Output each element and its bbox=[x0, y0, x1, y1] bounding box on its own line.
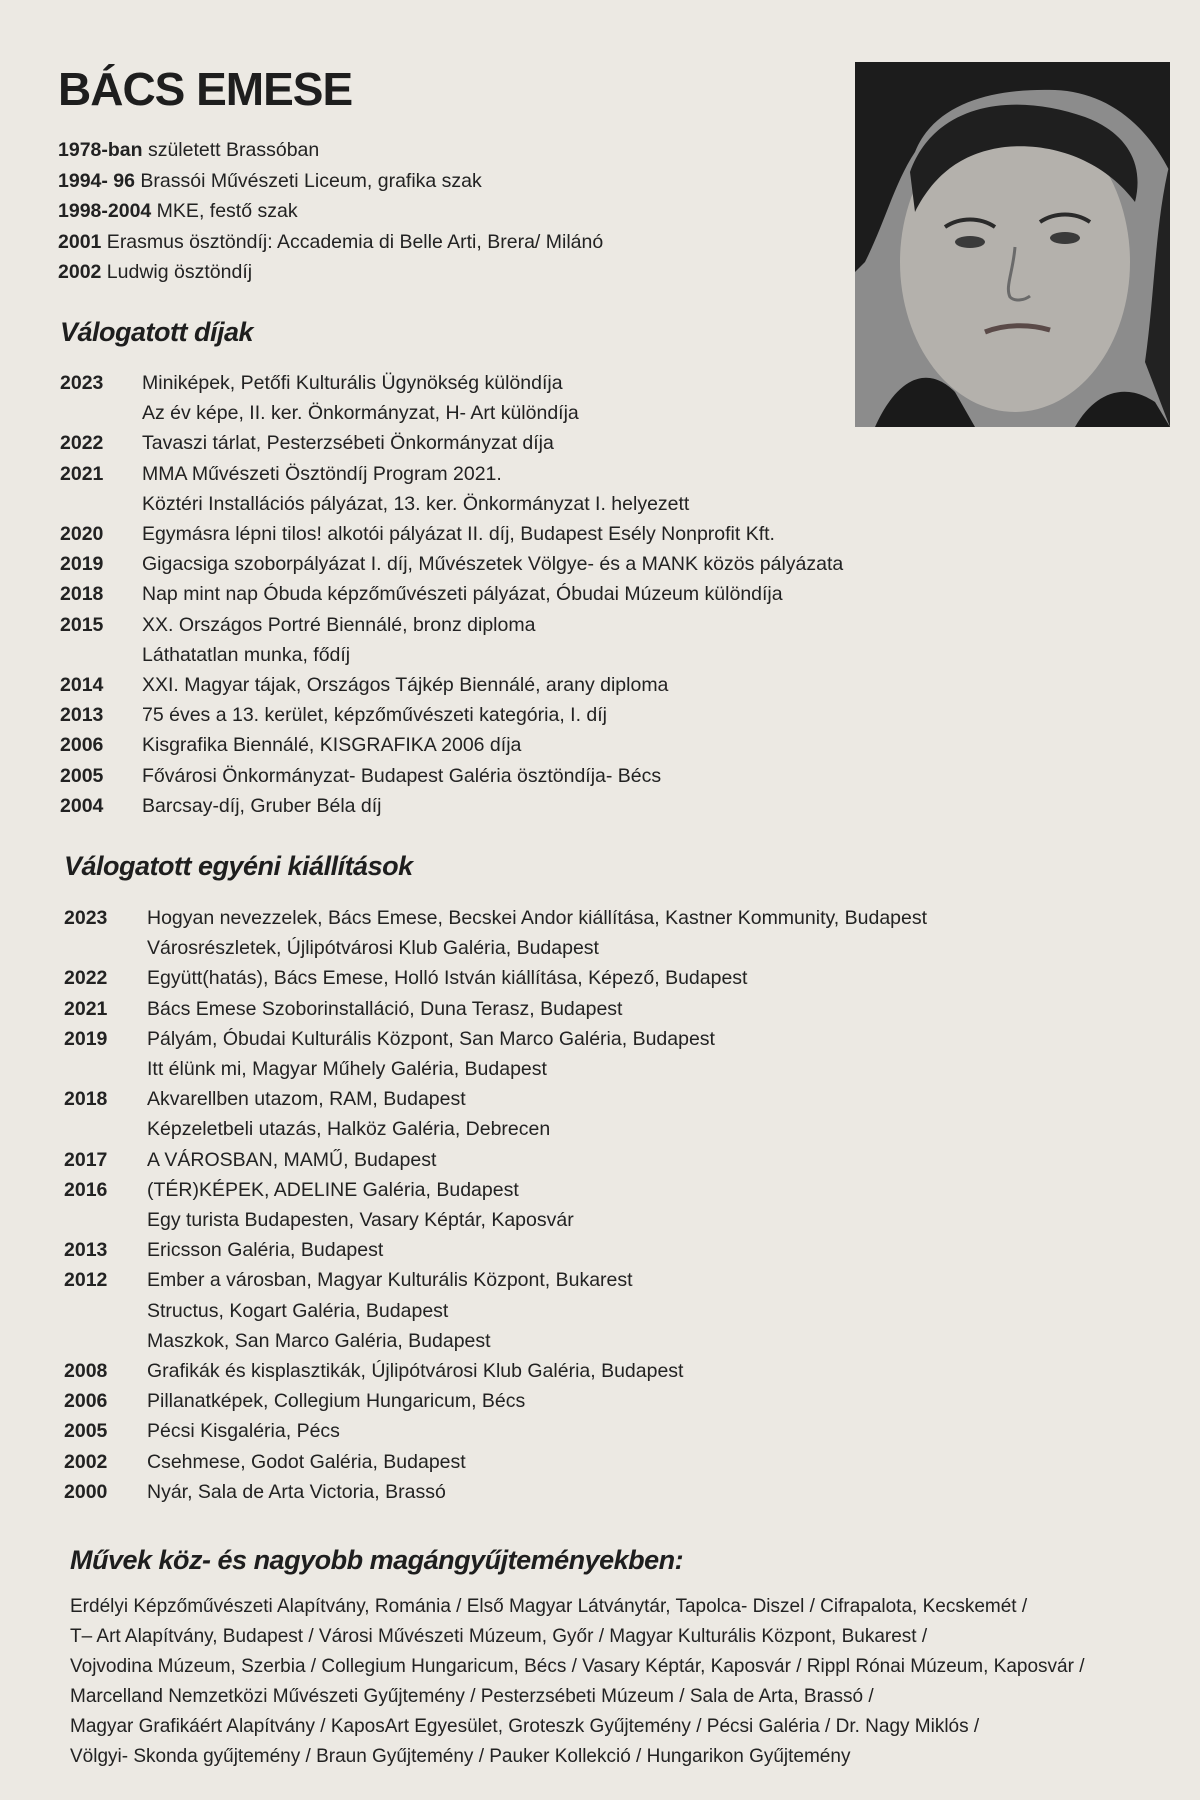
award-item bbox=[60, 398, 843, 428]
exhibition-year: 2019 bbox=[64, 1027, 108, 1050]
collections-heading: Művek köz- és nagyobb magángyűjteményekben: bbox=[70, 1545, 684, 1575]
exhibition-year bbox=[64, 1054, 147, 1084]
award-item bbox=[60, 761, 843, 791]
award-year: 2013 bbox=[60, 704, 104, 727]
exhibition-item bbox=[64, 963, 927, 993]
award-item bbox=[60, 579, 843, 609]
award-text: Nap mint nap Óbuda képzőművészeti pályázat, Óbudai Múzeum különdíja bbox=[142, 583, 783, 606]
award-item bbox=[60, 549, 843, 579]
bio-line bbox=[58, 257, 818, 288]
exhibition-year: 2016 bbox=[64, 1178, 108, 1201]
award-year: 2023 bbox=[60, 372, 104, 394]
exhibition-item bbox=[64, 1477, 927, 1507]
exhibition-text: A VÁROSBAN, MAMŰ, Budapest bbox=[147, 1148, 437, 1171]
collections-line: Völgyi- Skonda gyűjtemény / Braun Gyűjtemény / Pauker Kollekció / Hungarikon Gyűjtemény bbox=[70, 1746, 851, 1767]
exhibition-text: Hogyan nevezzelek, Bács Emese, Becskei Andor kiállítása, Kastner Kommunity, Budapest bbox=[147, 907, 928, 929]
award-year: 2018 bbox=[60, 583, 104, 606]
award-text: Miniképek, Petőfi Kulturális Ügynökség különdíja bbox=[142, 372, 563, 394]
award-item bbox=[60, 670, 843, 700]
exhibition-text: Nyár, Sala de Arta Victoria, Brassó bbox=[147, 1480, 446, 1503]
exhibition-year: 2022 bbox=[64, 967, 108, 990]
exhibition-item bbox=[64, 1145, 927, 1175]
bio-line bbox=[58, 166, 818, 197]
collections-line: Magyar Grafikáért Alapítvány / KaposArt Egyesület, Groteszk Gyűjtemény / Pécsi Galéria / Dr. Nagy Miklós / bbox=[70, 1716, 980, 1737]
exhibitions-list bbox=[64, 903, 927, 1507]
award-text: 75 éves a 13. kerület, képzőművészeti kategória, I. díj bbox=[142, 704, 608, 727]
exhibition-text: Bács Emese Szoborinstalláció, Duna Terasz, Budapest bbox=[147, 997, 623, 1020]
exhibition-year: 2000 bbox=[64, 1480, 108, 1503]
award-text: Gigacsiga szoborpályázat I. díj, Művészetek Völgye- és a MANK közös pályázata bbox=[142, 553, 844, 576]
award-item bbox=[60, 791, 843, 821]
bio-text: Erasmus ösztöndíj: Accademia di Belle Arti, Brera/ Milánó bbox=[101, 230, 604, 253]
exhibition-item bbox=[64, 1084, 927, 1114]
award-text: XXI. Magyar tájak, Országos Tájkép Biennálé, arany diploma bbox=[142, 674, 669, 697]
exhibition-year: 2018 bbox=[64, 1088, 108, 1111]
exhibition-item bbox=[64, 1235, 927, 1265]
award-item bbox=[60, 730, 843, 760]
award-year: 2006 bbox=[60, 734, 104, 757]
award-text: Fővárosi Önkormányzat- Budapest Galéria ösztöndíja- Bécs bbox=[142, 764, 662, 787]
award-year: 2014 bbox=[60, 674, 104, 697]
collections-list bbox=[70, 1592, 1170, 1772]
award-year: 2004 bbox=[60, 794, 104, 817]
collections-line: Erdélyi Képzőművészeti Alapítvány, Románia / Első Magyar Látványtár, Tapolca- Diszel / Cifrapalota, Kecskemét / bbox=[70, 1596, 1028, 1617]
bio-year: 2002 bbox=[58, 261, 102, 283]
bio-line bbox=[58, 196, 818, 227]
award-year bbox=[60, 398, 142, 428]
award-text: Az év képe, II. ker. Önkormányzat, H- Art különdíja bbox=[142, 402, 579, 425]
award-text: Köztéri Installációs pályázat, 13. ker. Önkormányzat I. helyezett bbox=[142, 492, 690, 515]
exhibition-text: Képzeletbeli utazás, Halköz Galéria, Debrecen bbox=[147, 1118, 551, 1141]
collections-line: T– Art Alapítvány, Budapest / Városi Művészeti Múzeum, Győr / Magyar Kulturális Központ, Bukarest / bbox=[70, 1626, 928, 1647]
exhibition-item bbox=[64, 1114, 927, 1144]
bio-text: Ludwig ösztöndíj bbox=[101, 261, 253, 283]
bio-year: 1998-2004 bbox=[58, 200, 152, 222]
bio-text: MKE, festő szak bbox=[151, 200, 298, 222]
portrait-photo bbox=[855, 62, 1170, 427]
exhibition-year: 2012 bbox=[64, 1269, 108, 1292]
exhibition-item bbox=[64, 1416, 927, 1446]
portrait-drawing bbox=[855, 62, 1170, 427]
collections-line: Marcelland Nemzetközi Művészeti Gyűjtemény / Pesterzsébeti Múzeum / Sala de Arta, Brassó / bbox=[70, 1686, 874, 1707]
award-year: 2022 bbox=[60, 432, 104, 455]
award-year bbox=[60, 489, 142, 519]
exhibition-item bbox=[64, 1205, 927, 1235]
exhibition-text: Városrészletek, Újlipótvárosi Klub Galéria, Budapest bbox=[147, 937, 599, 960]
exhibition-year: 2021 bbox=[64, 997, 108, 1020]
exhibition-year: 2006 bbox=[64, 1390, 108, 1413]
exhibition-text: Structus, Kogart Galéria, Budapest bbox=[147, 1299, 449, 1322]
exhibition-year: 2017 bbox=[64, 1148, 108, 1171]
exhibition-year bbox=[64, 1114, 147, 1144]
award-item bbox=[60, 640, 843, 670]
exhibition-item bbox=[64, 1175, 927, 1205]
exhibition-text: Egy turista Budapesten, Vasary Képtár, Kaposvár bbox=[147, 1209, 574, 1232]
bio-section bbox=[58, 135, 818, 288]
exhibition-text: Együtt(hatás), Bács Emese, Holló István kiállítása, Képező, Budapest bbox=[147, 967, 748, 990]
award-year: 2020 bbox=[60, 523, 104, 546]
award-year bbox=[60, 640, 142, 670]
exhibitions-heading: Válogatott egyéni kiállítások bbox=[64, 851, 413, 881]
award-item bbox=[60, 610, 843, 640]
exhibition-text: (TÉR)KÉPEK, ADELINE Galéria, Budapest bbox=[147, 1178, 519, 1201]
bio-text: született Brassóban bbox=[142, 139, 320, 161]
exhibition-year: 2002 bbox=[64, 1450, 108, 1473]
award-text: Egymásra lépni tilos! alkotói pályázat II. díj, Budapest Esély Nonprofit Kft. bbox=[142, 523, 775, 546]
exhibition-item bbox=[64, 1356, 927, 1386]
exhibition-year: 2005 bbox=[64, 1420, 108, 1443]
exhibition-year: 2013 bbox=[64, 1239, 108, 1262]
award-year: 2021 bbox=[60, 462, 104, 485]
exhibition-year bbox=[64, 1296, 147, 1326]
award-item bbox=[60, 489, 843, 519]
award-year: 2005 bbox=[60, 764, 104, 787]
exhibition-year: 2008 bbox=[64, 1360, 108, 1383]
awards-list bbox=[60, 368, 843, 821]
exhibition-year bbox=[64, 1326, 147, 1356]
award-text: XX. Országos Portré Biennálé, bronz diploma bbox=[142, 613, 536, 636]
exhibition-year: 2023 bbox=[64, 907, 108, 929]
exhibition-item bbox=[64, 1326, 927, 1356]
artist-name: BÁCS EMESE bbox=[58, 63, 353, 115]
award-year: 2015 bbox=[60, 613, 104, 636]
exhibition-item bbox=[64, 1386, 927, 1416]
award-text: Barcsay-díj, Gruber Béla díj bbox=[142, 794, 382, 817]
award-item bbox=[60, 700, 843, 730]
bio-line bbox=[58, 227, 818, 258]
exhibition-text: Pillanatképek, Collegium Hungaricum, Bécs bbox=[147, 1390, 526, 1413]
exhibition-item bbox=[64, 1265, 927, 1295]
exhibition-text: Itt élünk mi, Magyar Műhely Galéria, Budapest bbox=[147, 1058, 547, 1081]
bio-year: 1994- 96 bbox=[58, 169, 135, 192]
exhibition-item bbox=[64, 1296, 927, 1326]
bio-year: 2001 bbox=[58, 230, 102, 253]
exhibition-item bbox=[64, 1447, 927, 1477]
award-text: Láthatatlan munka, fődíj bbox=[142, 643, 351, 666]
award-item bbox=[60, 519, 843, 549]
awards-heading: Válogatott díjak bbox=[60, 317, 254, 347]
bio-text: Brassói Művészeti Liceum, grafika szak bbox=[134, 169, 482, 192]
exhibition-item bbox=[64, 903, 927, 933]
exhibition-item bbox=[64, 1054, 927, 1084]
exhibition-text: Pécsi Kisgaléria, Pécs bbox=[147, 1420, 340, 1443]
exhibition-item bbox=[64, 933, 927, 963]
exhibition-item bbox=[64, 1024, 927, 1054]
award-text: Kisgrafika Biennálé, KISGRAFIKA 2006 díja bbox=[142, 734, 522, 757]
exhibition-text: Ember a városban, Magyar Kulturális Központ, Bukarest bbox=[147, 1269, 633, 1292]
award-text: Tavaszi tárlat, Pesterzsébeti Önkormányzat díja bbox=[142, 432, 554, 455]
exhibition-text: Grafikák és kisplasztikák, Újlipótvárosi Klub Galéria, Budapest bbox=[147, 1360, 684, 1383]
award-item bbox=[60, 459, 843, 489]
exhibition-item bbox=[64, 994, 927, 1024]
exhibition-year bbox=[64, 933, 147, 963]
collections-line: Vojvodina Múzeum, Szerbia / Collegium Hungaricum, Bécs / Vasary Képtár, Kaposvár / Rippl Rónai Múzeum, Kaposvár / bbox=[70, 1656, 1085, 1677]
award-item bbox=[60, 428, 843, 458]
exhibition-text: Pályám, Óbudai Kulturális Központ, San Marco Galéria, Budapest bbox=[147, 1027, 715, 1050]
bio-year: 1978-ban bbox=[58, 139, 143, 161]
exhibition-text: Maszkok, San Marco Galéria, Budapest bbox=[147, 1329, 491, 1352]
award-year: 2019 bbox=[60, 553, 104, 576]
exhibition-year bbox=[64, 1205, 147, 1235]
award-text: MMA Művészeti Ösztöndíj Program 2021. bbox=[142, 462, 502, 485]
exhibition-text: Akvarellben utazom, RAM, Budapest bbox=[147, 1088, 466, 1111]
award-item bbox=[60, 368, 843, 398]
exhibition-text: Ericsson Galéria, Budapest bbox=[147, 1239, 384, 1262]
bio-line bbox=[58, 135, 818, 166]
exhibition-text: Csehmese, Godot Galéria, Budapest bbox=[147, 1450, 466, 1473]
